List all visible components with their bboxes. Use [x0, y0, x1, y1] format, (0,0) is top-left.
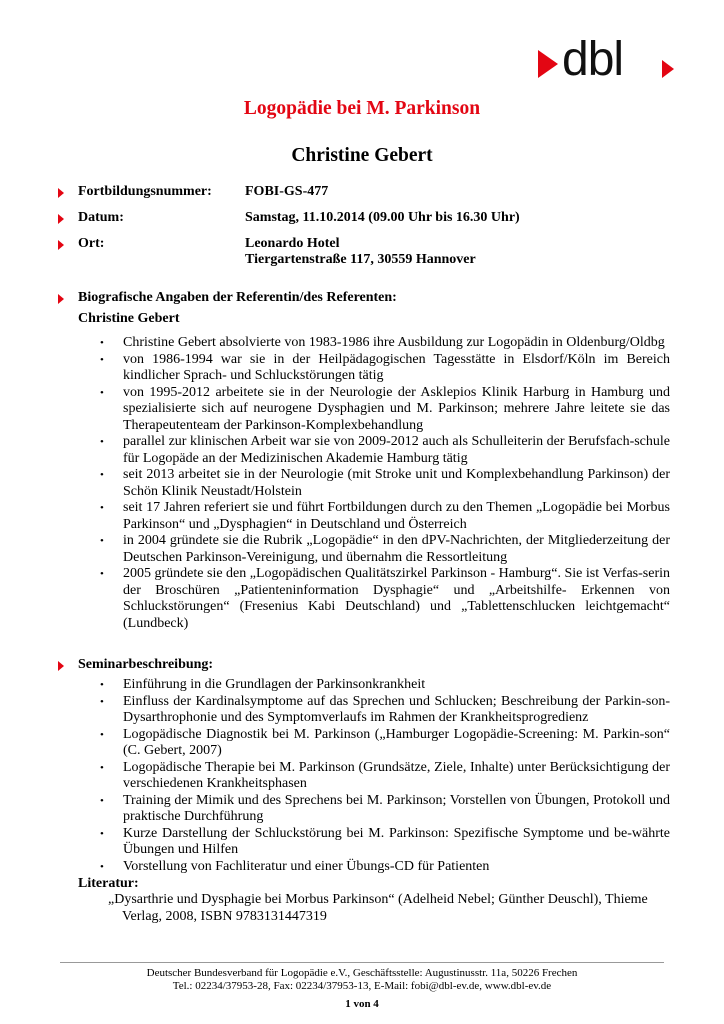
list-item: • Einfluss der Kardinalsymptome auf das Sprechen und Schlucken; Beschreibung der Parkin-son-Dysarthrophonie und des Symptomverlaufs im Rahmen der Krankheitsprogredienz — [100, 693, 670, 725]
footer-contact: Tel.: 02234/37953-28, Fax: 02234/37953-13, E-Mail: fobi@dbl-ev.de, www.dbl-ev.de — [172, 980, 552, 992]
info-value: Samstag, 11.10.2014 (09.00 Uhr bis 16.30 Uhr) — [245, 210, 520, 225]
speaker-name: Christine Gebert — [291, 145, 433, 166]
literature-line: Verlag, 2008, ISBN 9783131447319 — [122, 908, 327, 924]
list-item: • Kurze Darstellung der Schluckstörung bei M. Parkinson: Spezifische Symptome und be-währte Übungen und Hilfen — [100, 825, 670, 857]
list-item: • Logopädische Therapie bei M. Parkinson (Grundsätze, Ziele, Inhalte) unter Berücksichtigung der verschiedenen Krankheitsphasen — [100, 759, 670, 791]
seminar-list — [100, 677, 670, 875]
list-item: • seit 2013 arbeitet sie in der Neurologie (mit Stroke unit und Komplexbehandlung Parkinson) der Schön Klinik Neustadt/Holstein — [100, 467, 670, 499]
list-item: • Training der Mimik und des Sprechens bei M. Parkinson; Vorstellen von Übungen, Protokoll und praktische Durchführung — [100, 792, 670, 824]
list-item: • von 1986-1994 war sie in der Heilpädagogischen Tagesstätte in Elsdorf/Köln im Bereich kindlicher Sprach- und Schluckstörungen tätig — [100, 351, 670, 383]
list-item: • seit 17 Jahren referiert sie und führt Fortbildungen durch zu den Themen „Logopädie bei Morbus Parkinson“ und „Dysphagien“ in Deutschland und Österreich — [100, 500, 670, 532]
literature-entry — [108, 892, 670, 925]
bullet-arrow-icon — [58, 214, 64, 224]
bullet-arrow-icon — [58, 294, 64, 304]
logo-arrow-right-icon — [662, 60, 674, 78]
list-item: • in 2004 gründete sie die Rubrik „Logopädie“ in den dPV-Nachrichten, der Mitgliederzeitung der Deutschen Parkinson-Vereinigung, und übernahm die Ressortleitung — [100, 533, 670, 565]
seminar-heading: Seminarbeschreibung: — [78, 657, 214, 672]
info-value: FOBI-GS-477 — [245, 184, 329, 199]
list-item: • Vorstellung von Fachliteratur und einer Übungs-CD für Patienten — [100, 858, 490, 874]
info-label: Fortbildungsnummer: — [78, 184, 212, 199]
list-item: • Christine Gebert absolvierte von 1983-1986 ihre Ausbildung zur Logopädin in Oldenburg/Oldbg — [100, 335, 665, 350]
page-number: 1 von 4 — [345, 998, 379, 1010]
footer-address: Deutscher Bundesverband für Logopädie e.V., Geschäftsstelle: Augustinusstr. 11a, 50226 Frechen — [146, 967, 578, 979]
list-item: • 2005 gründete sie den „Logopädischen Qualitätszirkel Parkinson - Hamburg“. Sie ist Verfas-serin der Broschüren „Patienteninformation Dysphagie“ und „Arbeitshilfe- Erkennen von Schluckstörungen“ (Fresenius Kabi Deutschland) und „Tablettenschlucken leichtgemacht“ (Lundbeck) — [100, 566, 670, 631]
dbl-logo — [538, 33, 668, 88]
bullet-arrow-icon — [58, 188, 64, 198]
list-item: • Einführung in die Grundlagen der Parkinsonkrankheit — [100, 677, 426, 692]
logo-text: dbl — [562, 33, 624, 86]
info-value: Leonardo Hotel — [245, 236, 340, 251]
bullet-arrow-icon — [58, 240, 64, 250]
bio-name: Christine Gebert — [78, 311, 180, 326]
bio-heading: Biografische Angaben der Referentin/des Referenten: — [78, 290, 397, 305]
literature-line: „Dysarthrie und Dysphagie bei Morbus Parkinson“ (Adelheid Nebel; Günther Deuschl), Thieme — [108, 892, 648, 907]
list-item: • Logopädische Diagnostik bei M. Parkinson („Hamburger Logopädie-Screening: M. Parkin-son“ (C. Gebert, 2007) — [100, 726, 670, 758]
list-item: • parallel zur klinischen Arbeit war sie von 2009-2012 auch als Schulleiterin der Berufsfach-schule für Logopäde an der Medizinischen Akademie Hamburg tätig — [100, 434, 670, 466]
logo-arrow-icon — [538, 50, 558, 78]
list-item: • von 1995-2012 arbeitete sie in der Neurologie der Asklepios Klinik Harburg in Hamburg und spezialisierte sich auf neurogene Dysphagien und M. Parkinson; mehrere Jahre leitete sie das Therapeutenteam der Parkinson-Komplexbehandlung — [100, 384, 670, 433]
footer-divider — [60, 962, 664, 963]
bio-list — [100, 335, 670, 632]
document-title: Logopädie bei M. Parkinson — [243, 98, 481, 119]
info-value-line2: Tiergartenstraße 117, 30559 Hannover — [245, 252, 476, 267]
info-label: Datum: — [78, 210, 124, 225]
info-label: Ort: — [78, 236, 105, 251]
literature-heading: Literatur: — [78, 876, 139, 891]
bullet-arrow-icon — [58, 661, 64, 671]
